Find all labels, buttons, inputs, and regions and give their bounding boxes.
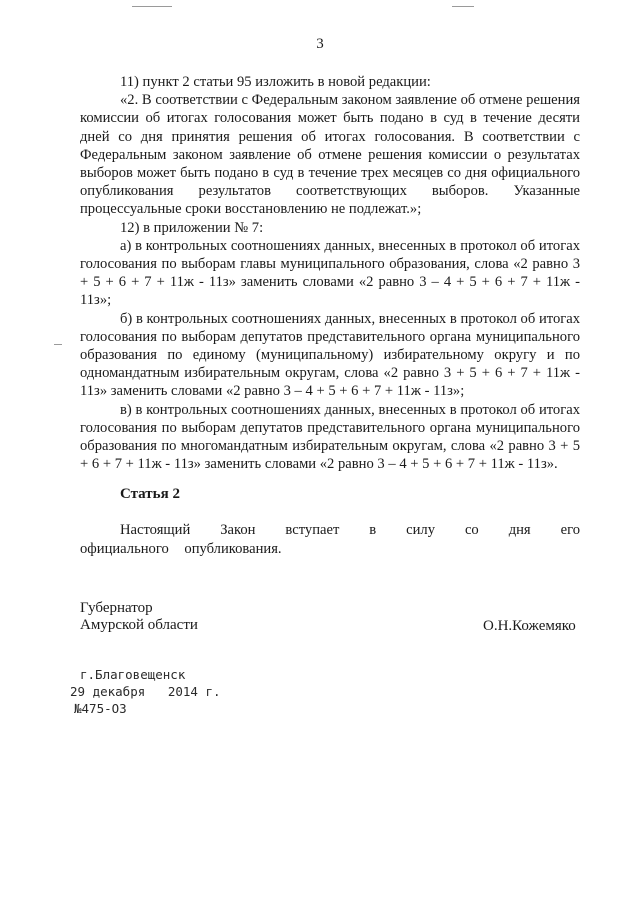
- signature-title-line1: Губернатор: [80, 600, 153, 616]
- stamp-date: 29 декабря 2014 г.: [70, 684, 221, 699]
- paragraph-subitem-a: а) в контрольных соотношениях данных, внесенных в протокол об итогах голосования по выборам главы муниципального образования, слова «2 равно 3 + 5 + 6 + 7 + 11ж - 11з» заменить словами «2 равно 3 – 4 + 5 + 6 + 7 + 11ж - 11з»;: [80, 237, 580, 309]
- scan-mark-top-left: [132, 6, 172, 7]
- signature-title: [80, 600, 198, 634]
- signature-title-line2: Амурской области: [80, 617, 198, 633]
- signature-name: О.Н.Кожемяко: [483, 618, 576, 634]
- paragraph-item-12: 12) в приложении № 7:: [120, 219, 264, 236]
- registration-stamp: [70, 666, 221, 717]
- paragraph-subitem-b: б) в контрольных соотношениях данных, внесенных в протокол об итогах голосования по выборам депутатов представительного органа муниципального образования по единому (муниципальному) избирательному округу и по одномандатным избирательным округам, слова «2 равно 3 + 5 + 6 + 7 + 11ж - 11з» заменить словами «2 равно 3 – 4 + 5 + 6 + 7 + 11ж - 11з»;: [80, 310, 580, 400]
- stamp-city: г.Благовещенск: [80, 667, 186, 682]
- article-2-body: [80, 521, 580, 559]
- scan-mark-top-right: [452, 6, 474, 7]
- article-2-text: Настоящий Закон вступает в силу со дня его официального опубликования.: [80, 522, 580, 557]
- stamp-number: №475-ОЗ: [74, 701, 127, 716]
- scan-mark-left: [54, 344, 62, 345]
- paragraph-quote-article-95: «2. В соответствии с Федеральным законом заявление об отмене решения комиссии об итогах голосования может быть подано в суд в течение десяти дней со дня принятия решения об итогах голосования. В соответствии с Федеральным законом заявление об отмене решения комиссии о результатах выборов может быть подано в суд в течение трех месяцев со дня официального опубликования результатов соответствующих выборов. Указанные процессуальные сроки восстановлению не подлежат.»;: [80, 92, 580, 218]
- amendments-text: [80, 73, 580, 473]
- paragraph-item-11: 11) пункт 2 статьи 95 изложить в новой редакции:: [120, 74, 431, 90]
- paragraph-subitem-v: в) в контрольных соотношениях данных, внесенных в протокол об итогах голосования по выборам депутатов представительного органа муниципального образования по многомандатным избирательным округам, слова «2 равно 3 + 5 + 6 + 7 + 11ж - 11з» заменить словами «2 равно 3 – 4 + 5 + 6 + 7 + 11ж - 11з».: [80, 401, 580, 473]
- page-number: 3: [316, 36, 324, 52]
- article-2-title: Статья 2: [120, 486, 180, 502]
